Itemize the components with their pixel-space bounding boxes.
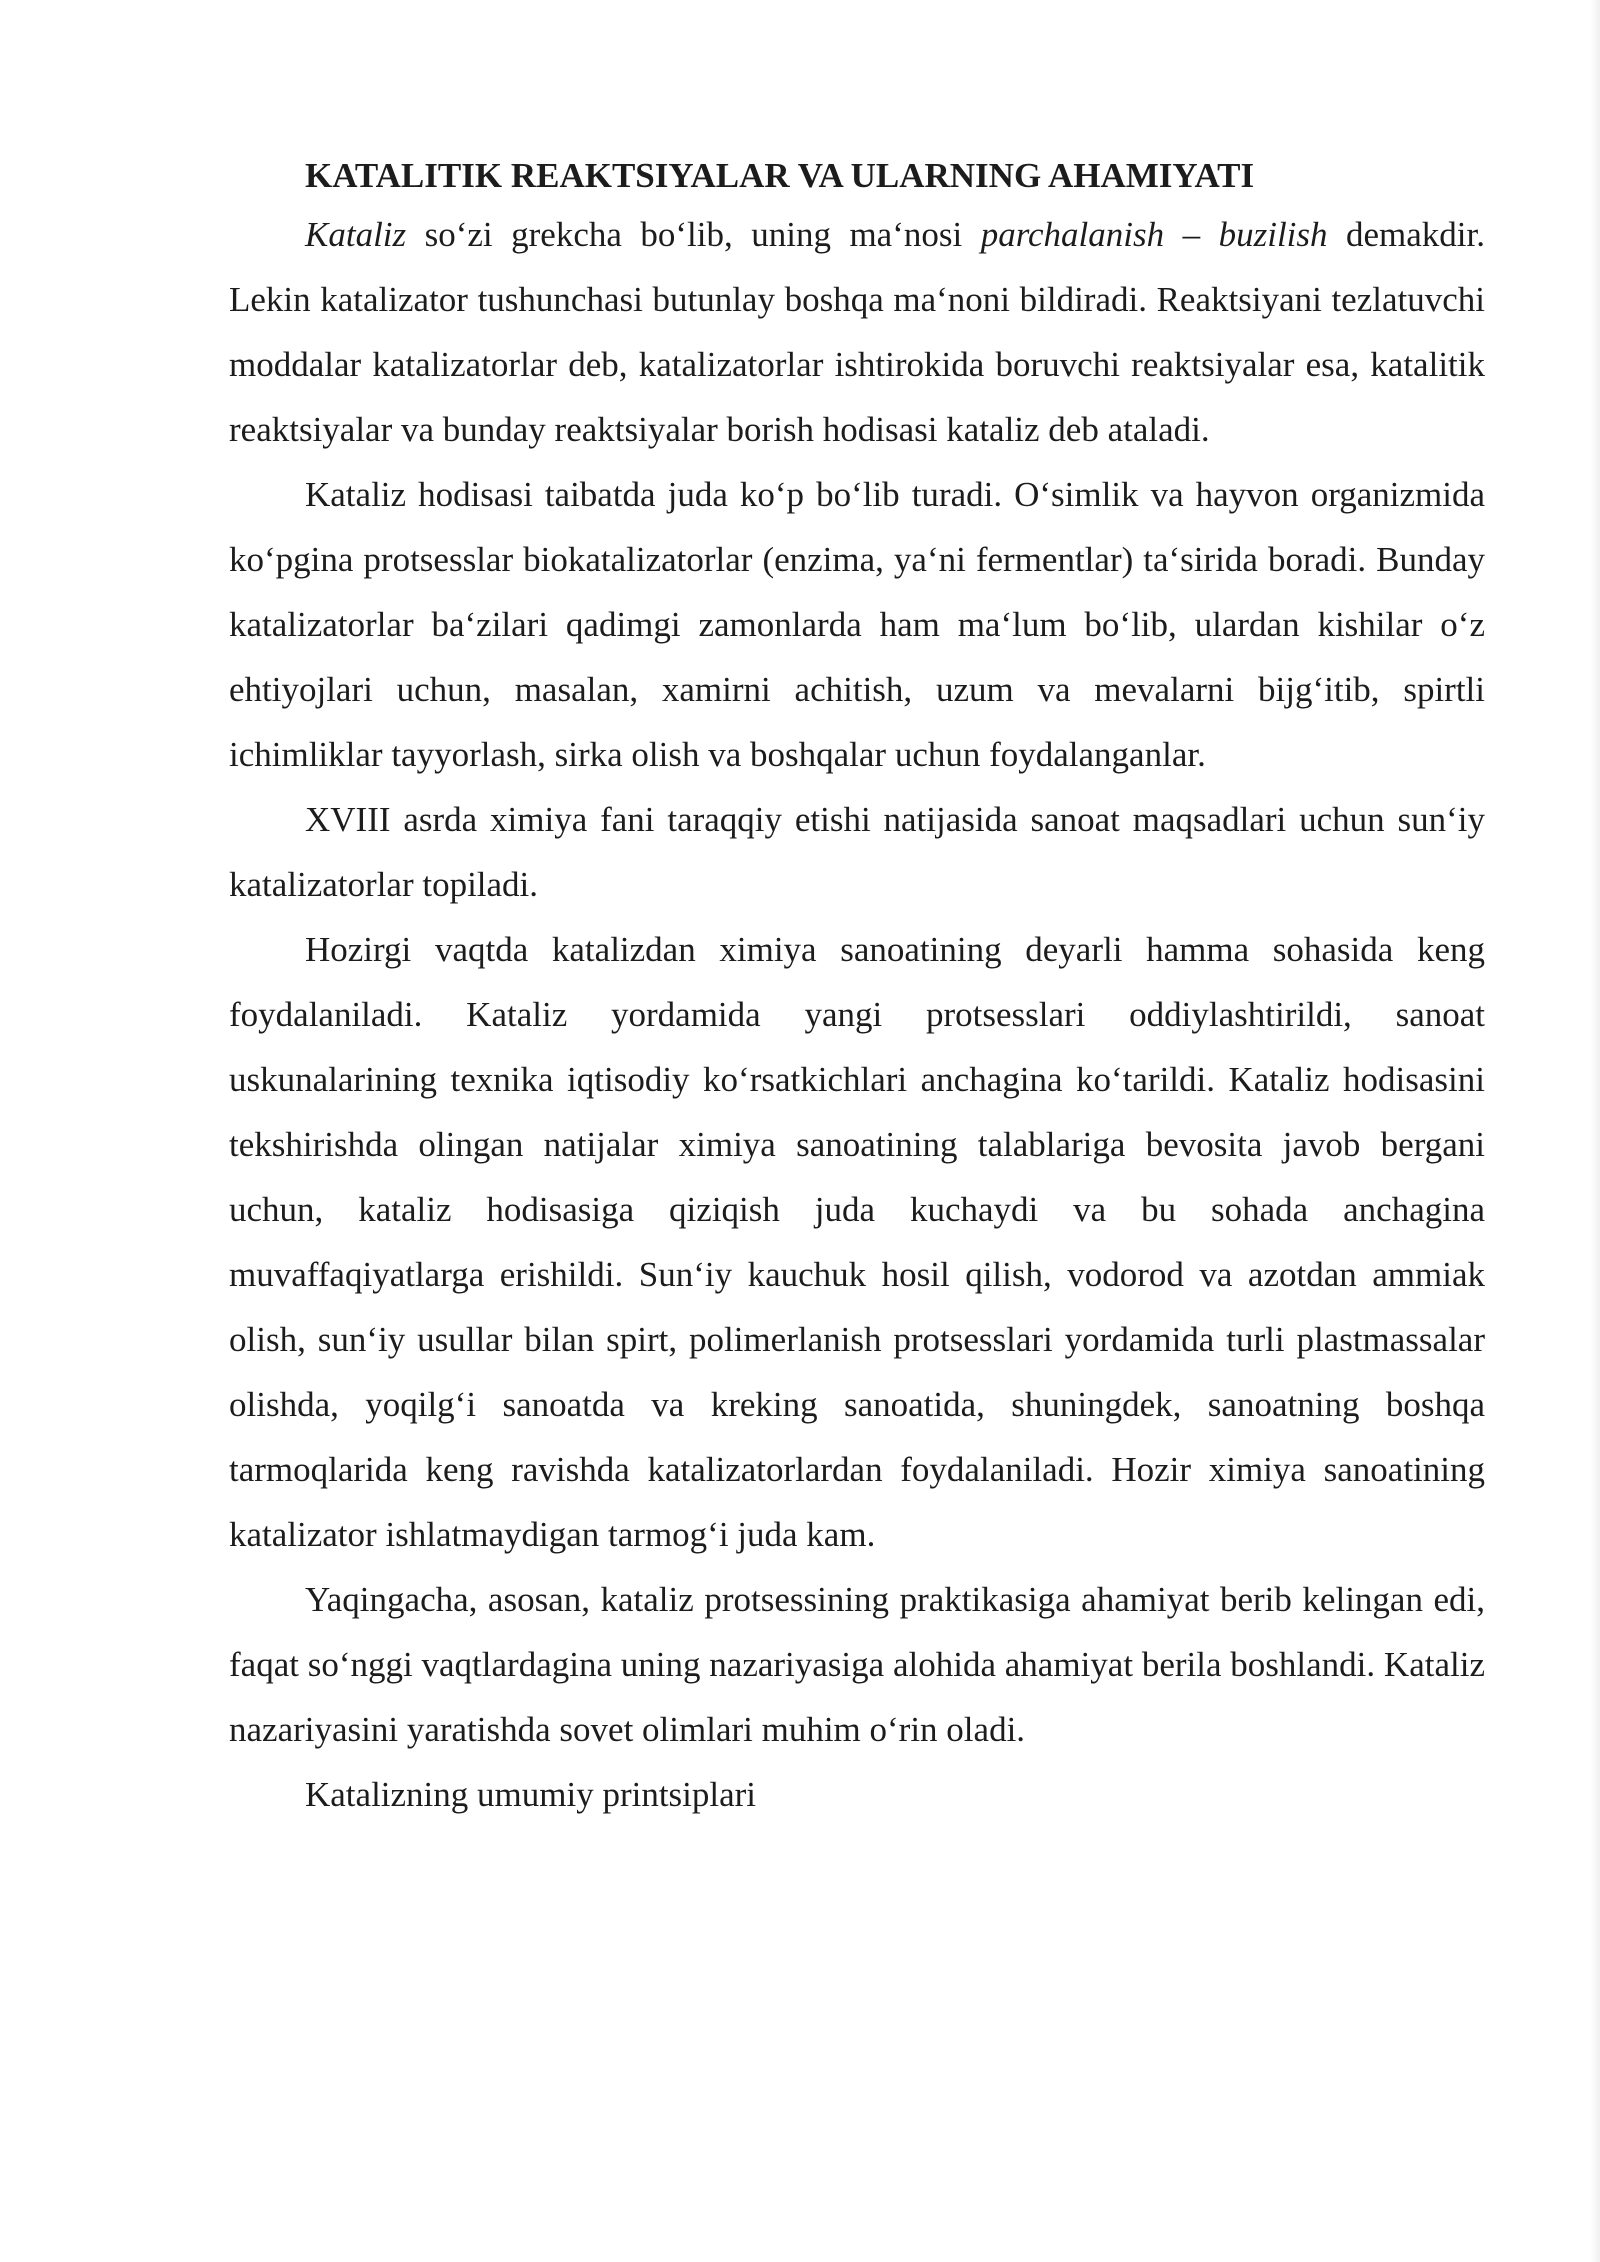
paragraph-1: [229, 202, 1485, 462]
paragraph-3: XVIII asrda ximiya fani taraqqiy etishi natijasida sanoat maqsadlari uchun sun‘iy katalizatorlar topiladi.: [229, 800, 1485, 904]
document-title: KATALITIK REAKTSIYALAR VA ULARNING AHAMIYATI: [305, 156, 1255, 195]
section-heading-principles: Katalizning umumiy printsiplari: [305, 1775, 757, 1814]
paragraph-1-text-a: so‘zi grekcha bo‘lib, uning ma‘nosi: [406, 215, 981, 254]
paragraph-2: Kataliz hodisasi taibatda juda ko‘p bo‘lib turadi. O‘simlik va hayvon organizmida ko‘pgina protsesslar biokatalizatorlar (enzima, ya‘ni fermentlar) ta‘sirida boradi. Bunday katalizatorlar ba‘zilari qadimgi zamonlarda ham ma‘lum bo‘lib, ulardan kishilar o‘z ehtiyojlari uchun, masalan, xamirni achitish, uzum va mevalarni bijg‘itib, spirtli ichimliklar tayyorlash, sirka olish va boshqalar uchun foydalanganlar.: [229, 475, 1485, 774]
paragraph-1-text-b: demakdir. Lekin katalizator tushunchasi butunlay boshqa ma‘noni bildiradi. Reaktsiyani tezlatuvchi moddalar katalizatorlar deb, katalizatorlar ishtirokida boruvchi reaktsiyalar esa, katalitik reaktsiyalar va bunday reaktsiyalar borish hodisasi kataliz deb ataladi.: [229, 215, 1485, 449]
paragraph-4: Hozirgi vaqtda katalizdan ximiya sanoatining deyarli hamma sohasida keng foydalaniladi. Kataliz yordamida yangi protsesslari oddiylashtirildi, sanoat uskunalarining texnika iqtisodiy ko‘rsatkichlari anchagina ko‘tarildi. Kataliz hodisasini tekshirishda olingan natijalar ximiya sanoatining talablariga bevosita javob bergani uchun, kataliz hodisasiga qiziqish juda kuchaydi va bu sohada anchagina muvaffaqiyatlarga erishildi. Sun‘iy kauchuk hosil qilish, vodorod va azotdan ammiak olish, sun‘iy usullar bilan spirt, polimerlanish protsesslari yordamida turli plastmassalar olishda, yoqilg‘i sanoatda va kreking sanoatida, shuningdek, sanoatning boshqa tarmoqlarida keng ravishda katalizatorlardan foydalaniladi. Hozir ximiya sanoatining katalizator ishlatmaydigan tarmog‘i juda kam.: [229, 930, 1485, 1554]
document-body: [229, 150, 1485, 1827]
paragraph-5: Yaqingacha, asosan, kataliz protsessining praktikasiga ahamiyat berib kelingan edi, faqat so‘nggi vaqtlardagina uning nazariyasiga alohida ahamiyat berila boshlandi. Kataliz nazariyasini yaratishda sovet olimlari muhim o‘rin oladi.: [229, 1580, 1485, 1749]
term-kataliz: Kataliz: [305, 215, 407, 254]
page-edge-shadow: [1590, 0, 1600, 2262]
term-meaning: parchalanish – buzilish: [980, 215, 1328, 254]
